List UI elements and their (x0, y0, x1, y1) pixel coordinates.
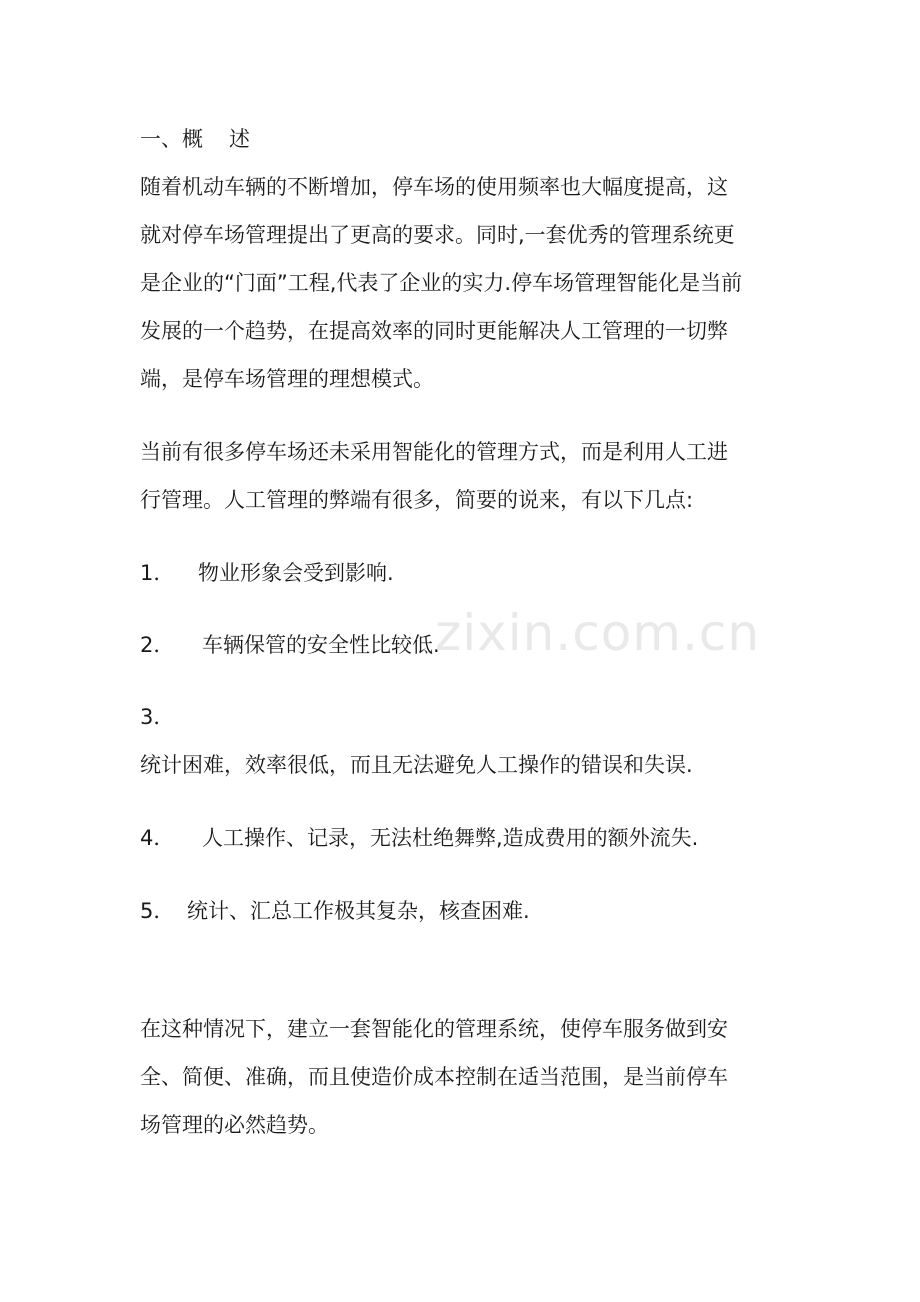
paragraph-1-line: 是企业的“门面”工程,代表了企业的实力.停车场管理智能化是当前 (140, 271, 743, 295)
list-item-text: 统计困难，效率很低，而且无法避免人工操作的错误和失误. (140, 753, 693, 777)
paragraph-1-line: 就对停车场管理提出了更高的要求。同时,一套优秀的管理系统更 (140, 223, 735, 247)
paragraph-2-line: 行管理。人工管理的弊端有很多，简要的说来，有以下几点: (140, 488, 694, 512)
list-item-number: 4． (140, 826, 175, 850)
list-item-number: 5． (140, 899, 175, 923)
section-heading (140, 127, 250, 151)
list-item (140, 899, 530, 923)
heading-suffix: 述 (229, 127, 250, 151)
list-item (140, 561, 394, 585)
paragraph-3-line: 在这种情况下，建立一套智能化的管理系统，使停车服务做到安 (140, 1017, 728, 1041)
paragraph-2-line: 当前有很多停车场还未采用智能化的管理方式，而是利用人工进 (140, 440, 728, 464)
list-item (140, 633, 440, 657)
heading-prefix: 一、概 (140, 127, 203, 151)
paragraph-1-line: 端，是停车场管理的理想模式。 (140, 367, 434, 391)
list-item-number: 2． (140, 633, 175, 657)
paragraph-3-line: 场管理的必然趋势。 (140, 1113, 329, 1137)
paragraph-1-line: 发展的一个趋势，在提高效率的同时更能解决人工管理的一切弊 (140, 319, 728, 343)
list-item-number: 1． (140, 561, 175, 585)
list-item-text: 统计、汇总工作极其复杂，核查困难. (187, 899, 530, 923)
list-item-text: 物业形象会受到影响. (198, 561, 394, 585)
list-item-number: 3． (140, 705, 175, 729)
watermark: zixin.com.cn (435, 604, 761, 662)
list-item-text: 人工操作、记录，无法杜绝舞弊,造成费用的额外流失. (202, 826, 699, 850)
list-item (140, 826, 698, 850)
paragraph-3-line: 全、简便、准确，而且使造价成本控制在适当范围，是当前停车 (140, 1065, 728, 1089)
paragraph-1-line: 随着机动车辆的不断增加，停车场的使用频率也大幅度提高，这 (140, 175, 728, 199)
list-item-text: 车辆保管的安全性比较低. (202, 633, 440, 657)
